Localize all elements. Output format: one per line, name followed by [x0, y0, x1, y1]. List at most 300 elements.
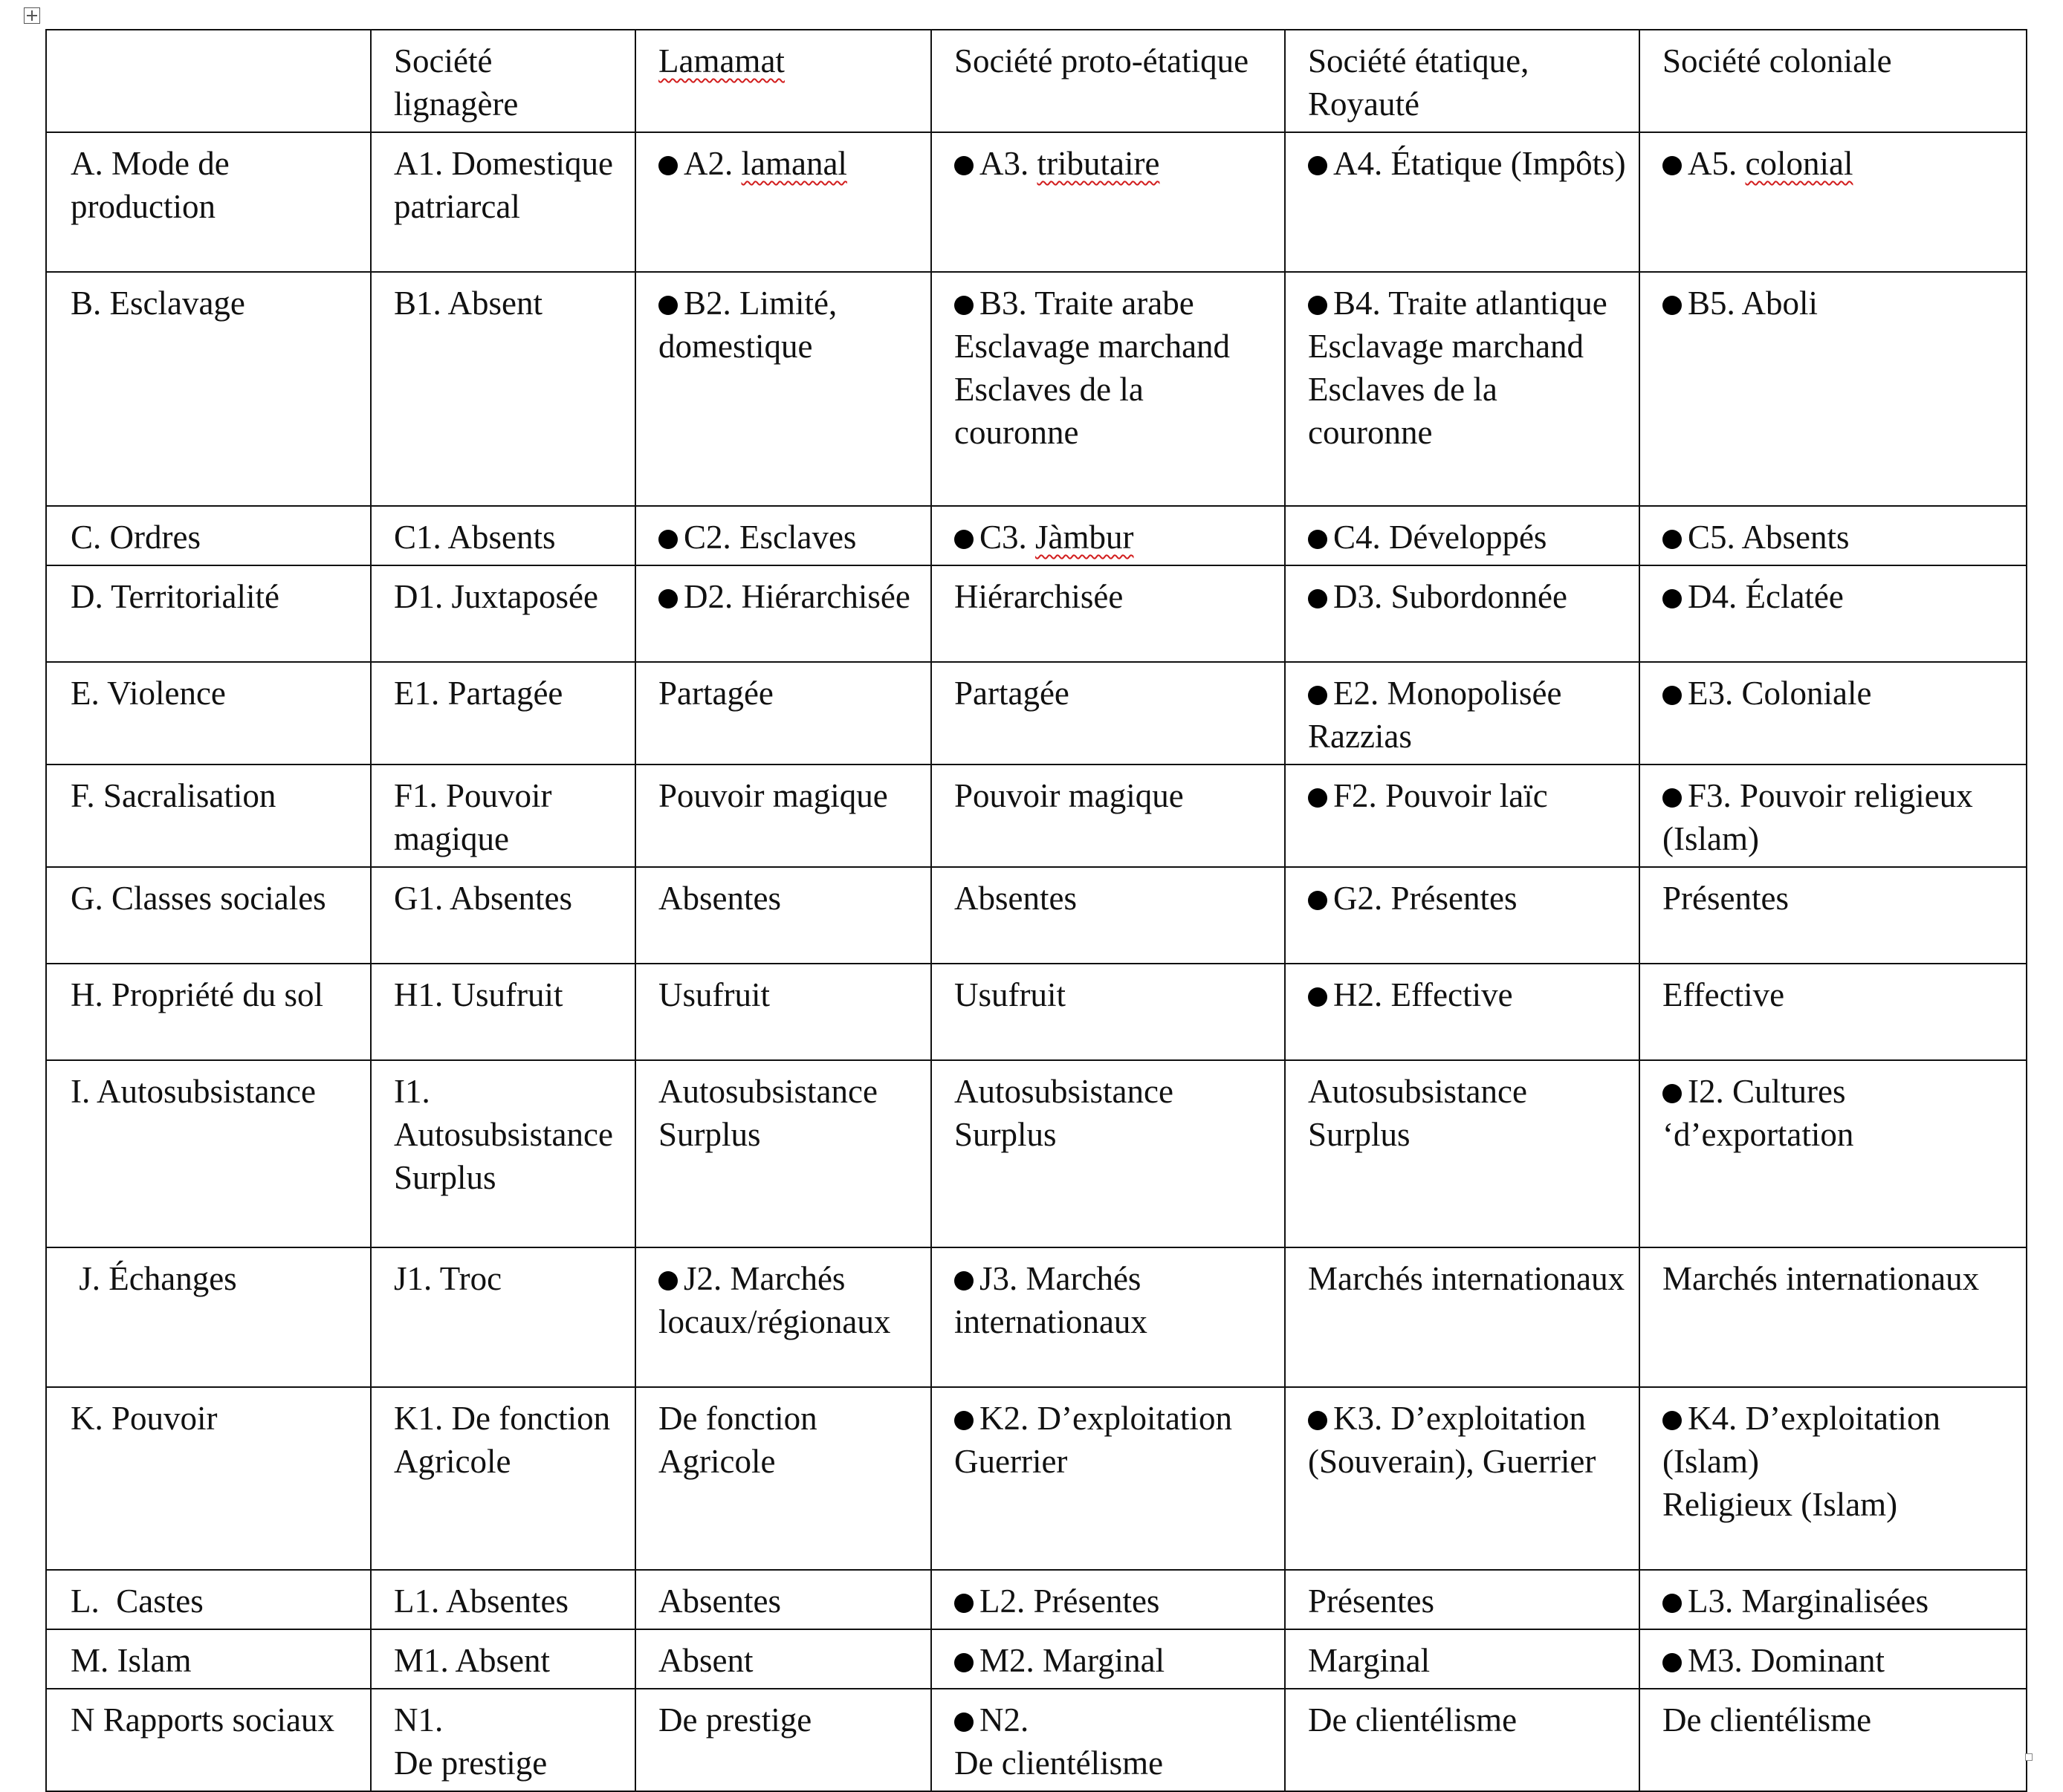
row-header-label: N Rapports sociaux [71, 1701, 334, 1739]
cell-text: Surplus [394, 1159, 496, 1196]
cell-text: Surplus [658, 1116, 761, 1153]
table-cell[interactable] [1285, 1689, 1639, 1791]
table-cell[interactable] [1639, 272, 2027, 506]
cell-text: D2. Hiérarchisée [684, 578, 910, 615]
table-cell[interactable] [1639, 662, 2027, 764]
row-header-label: H. Propriété du sol [71, 976, 323, 1013]
bullet-icon [954, 1271, 974, 1291]
table-cell[interactable] [931, 1060, 1285, 1247]
cell-text: Guerrier [954, 1443, 1068, 1480]
row-header[interactable] [46, 764, 371, 867]
cell-line [954, 1440, 1272, 1483]
table-cell[interactable] [1285, 662, 1639, 764]
table-cell[interactable] [1639, 1629, 2027, 1689]
cell-line [1662, 1698, 2014, 1741]
bullet-icon [954, 530, 974, 549]
cell-line [1308, 672, 1627, 715]
cell-text: Marchés internationaux [1662, 1260, 1980, 1297]
table-cell[interactable] [1285, 1387, 1639, 1570]
cell-text: L1. Absentes [394, 1582, 569, 1620]
row-header-label: D. Territorialité [71, 578, 279, 615]
cell-line [954, 368, 1272, 454]
cell-line [954, 672, 1272, 715]
cell-line [1308, 1397, 1627, 1483]
table-cell[interactable] [371, 1570, 635, 1629]
cell-text: Présentes [1308, 1582, 1434, 1620]
cell-line [1308, 325, 1627, 368]
cell-text: Hiérarchisée [954, 578, 1124, 615]
cell-line [954, 1070, 1272, 1113]
cell-line [394, 1639, 623, 1682]
cell-text: Effective [1662, 976, 1785, 1013]
cell-text: K2. D’exploitation [979, 1400, 1232, 1437]
cell-text: Usufruit [954, 976, 1066, 1013]
table-cell[interactable] [1639, 964, 2027, 1060]
cell-text: Absentes [658, 880, 781, 917]
cell-text: E3. Coloniale [1688, 675, 1872, 712]
corner-cell[interactable] [46, 30, 371, 132]
column-header-label: Lamamat [658, 42, 785, 79]
row-header[interactable] [46, 964, 371, 1060]
cell-line [394, 1698, 623, 1741]
table-cell[interactable] [371, 272, 635, 506]
row-header[interactable] [46, 1570, 371, 1629]
bullet-icon [954, 1411, 974, 1430]
cell-line [394, 1580, 623, 1623]
table-cell[interactable] [931, 867, 1285, 964]
table-cell[interactable] [635, 1247, 931, 1387]
cell-text: H1. Usufruit [394, 976, 563, 1013]
cell-text: Pouvoir magique [658, 777, 888, 814]
cell-text: Esclaves de la couronne [954, 371, 1144, 451]
bullet-icon [1308, 156, 1327, 175]
cell-text: De clientélisme [954, 1744, 1164, 1782]
table-cell[interactable] [1285, 1629, 1639, 1689]
cell-line [1662, 1070, 2014, 1156]
bullet-icon [1662, 1653, 1682, 1672]
cell-line [1308, 575, 1627, 618]
table-cell[interactable] [371, 764, 635, 867]
cell-text: Agricole [394, 1443, 511, 1480]
table-cell[interactable] [1639, 764, 2027, 867]
cell-text: B3. Traite arabe [979, 285, 1194, 322]
table-cell[interactable] [635, 565, 931, 662]
table-move-handle-icon[interactable] [24, 7, 40, 24]
table-cell[interactable] [371, 1060, 635, 1247]
cell-line [954, 973, 1272, 1016]
table-cell[interactable] [931, 565, 1285, 662]
cell-line [394, 1440, 623, 1483]
cell-line [1308, 774, 1627, 817]
table-cell[interactable] [1285, 1060, 1639, 1247]
table-cell[interactable] [635, 272, 931, 506]
row-header[interactable] [46, 1689, 371, 1791]
table-cell[interactable] [635, 506, 931, 565]
table-cell[interactable] [371, 565, 635, 662]
cell-text: N1. [394, 1701, 444, 1739]
cell-line: C3. Jàmbur [954, 516, 1272, 559]
cell-line [394, 973, 623, 1016]
cell-text: Partagée [954, 675, 1069, 712]
table-cell[interactable] [371, 1387, 635, 1570]
cell-line [658, 672, 919, 715]
cell-line [1662, 774, 2014, 860]
table-cell[interactable] [371, 964, 635, 1060]
cell-text: Pouvoir magique [954, 777, 1184, 814]
cell-line [954, 877, 1272, 920]
table-row [46, 272, 2027, 506]
cell-line [658, 877, 919, 920]
cell-line: A2. lamanal [658, 142, 919, 185]
cell-text: N2. [979, 1701, 1029, 1739]
cell-line [658, 1070, 919, 1113]
cell-line [954, 1741, 1272, 1785]
table-cell[interactable] [635, 1570, 931, 1629]
row-header-label: G. Classes sociales [71, 880, 326, 917]
spellcheck-flagged-word[interactable]: lamanal [741, 145, 847, 182]
table-cell[interactable] [1285, 867, 1639, 964]
table-cell[interactable] [1639, 132, 2027, 272]
column-header[interactable] [1639, 30, 2027, 132]
cell-text: Marginal [1308, 1642, 1431, 1679]
table-cell[interactable] [371, 1247, 635, 1387]
cell-line [394, 1156, 623, 1199]
table-cell[interactable] [931, 1570, 1285, 1629]
cell-line [1662, 516, 2014, 559]
spellcheck-flagged-word[interactable]: Jàmbur [1035, 519, 1134, 556]
bullet-icon [658, 156, 678, 175]
cell-line [394, 142, 623, 228]
cell-text: I1. Autosubsistance [394, 1073, 613, 1153]
table-cell[interactable] [635, 764, 931, 867]
cell-text: De clientélisme [1308, 1701, 1518, 1739]
table-row [46, 132, 2027, 272]
cell-text: C4. Développés [1333, 519, 1547, 556]
bullet-icon [954, 296, 974, 315]
bullet-icon [658, 589, 678, 608]
table-cell[interactable] [635, 964, 931, 1060]
table-cell[interactable] [931, 1629, 1285, 1689]
cell-text: Surplus [1308, 1116, 1411, 1153]
cell-text: I2. Cultures ‘d’exportation [1662, 1073, 1854, 1153]
bullet-icon [1662, 788, 1682, 808]
bullet-icon [1308, 589, 1327, 608]
cell-text: D1. Juxtaposée [394, 578, 598, 615]
table-cell[interactable] [1285, 964, 1639, 1060]
cell-text: L3. Marginalisées [1688, 1582, 1929, 1620]
cell-text: Autosubsistance [954, 1073, 1173, 1110]
table-cell[interactable] [371, 662, 635, 764]
cell-text: Autosubsistance [1308, 1073, 1527, 1110]
bullet-icon [1308, 1411, 1327, 1430]
cell-line [1308, 1113, 1627, 1156]
cell-line [394, 1397, 623, 1440]
cell-line [658, 1257, 919, 1343]
table-cell[interactable] [1639, 1689, 2027, 1791]
table-cell[interactable] [931, 1387, 1285, 1570]
table-cell[interactable] [1285, 132, 1639, 272]
table-cell[interactable] [1285, 506, 1639, 565]
cell-text: M2. Marginal [979, 1642, 1165, 1679]
table-cell[interactable] [931, 764, 1285, 867]
table-cell[interactable] [1285, 1570, 1639, 1629]
cell-text: C2. Esclaves [684, 519, 857, 556]
cell-text: B2. Limité, domestique [658, 285, 838, 365]
row-header[interactable] [46, 132, 371, 272]
cell-text: Autosubsistance [658, 1073, 878, 1110]
table-cell[interactable] [931, 1247, 1285, 1387]
cell-line [954, 1698, 1272, 1741]
column-header[interactable] [371, 30, 635, 132]
cell-line [954, 1113, 1272, 1156]
bullet-icon [1308, 296, 1327, 315]
row-header[interactable] [46, 662, 371, 764]
cell-line [1308, 282, 1627, 325]
cell-line [1308, 715, 1627, 758]
table-cell[interactable] [635, 1060, 931, 1247]
table-cell[interactable] [1639, 506, 2027, 565]
cell-line [394, 282, 623, 325]
cell-line [1308, 1257, 1627, 1300]
comparison-table [45, 29, 2027, 1792]
table-cell[interactable] [931, 662, 1285, 764]
bullet-icon [1308, 987, 1327, 1007]
cell-line [1308, 1070, 1627, 1113]
cell-line [1308, 877, 1627, 920]
cell-line [394, 774, 623, 860]
table-cell[interactable] [371, 867, 635, 964]
cell-line [954, 774, 1272, 817]
cell-line [954, 325, 1272, 368]
cell-text: Esclavage marchand [1308, 328, 1584, 365]
cell-line [1308, 1580, 1627, 1623]
cell-line [394, 1741, 623, 1785]
cell-text: D4. Éclatée [1688, 578, 1844, 615]
cell-line [1308, 1698, 1627, 1741]
table-cell[interactable] [1639, 1060, 2027, 1247]
cell-line [1308, 1639, 1627, 1682]
bullet-icon [1662, 530, 1682, 549]
table-cell[interactable] [1639, 565, 2027, 662]
table-resize-handle-icon[interactable] [2025, 1753, 2033, 1761]
row-header[interactable] [46, 867, 371, 964]
bullet-icon [1662, 589, 1682, 608]
table-cell[interactable] [371, 1689, 635, 1791]
cell-text: F1. Pouvoir magique [394, 777, 552, 857]
cell-line [658, 1580, 919, 1623]
table-cell[interactable] [931, 1689, 1285, 1791]
cell-line [954, 1639, 1272, 1682]
bullet-icon [954, 1653, 974, 1672]
cell-text: M1. Absent [394, 1642, 551, 1679]
cell-text: Présentes [1662, 880, 1789, 917]
cell-text: B4. Traite atlantique [1333, 285, 1607, 322]
bullet-icon [1308, 530, 1327, 549]
cell-text: Religieux (Islam) [1662, 1486, 1898, 1523]
row-header-label: K. Pouvoir [71, 1400, 218, 1437]
column-header[interactable] [635, 30, 931, 132]
cell-line [658, 516, 919, 559]
cell-text: B1. Absent [394, 285, 543, 322]
row-header[interactable] [46, 1060, 371, 1247]
cell-line [658, 774, 919, 817]
cell-text: De clientélisme [1662, 1701, 1872, 1739]
cell-line [1308, 142, 1627, 185]
cell-text: Surplus [954, 1116, 1057, 1153]
cell-text: De prestige [394, 1744, 548, 1782]
cell-line [658, 973, 919, 1016]
cell-line [954, 282, 1272, 325]
cell-text: J1. Troc [394, 1260, 502, 1297]
bullet-icon [954, 156, 974, 175]
table-cell[interactable] [931, 272, 1285, 506]
table-row [46, 1247, 2027, 1387]
row-header[interactable] [46, 1247, 371, 1387]
cell-line [394, 672, 623, 715]
cell-text: De prestige [658, 1701, 812, 1739]
table-cell[interactable] [635, 1629, 931, 1689]
row-header-label: L. Castes [71, 1582, 204, 1620]
row-header[interactable] [46, 1629, 371, 1689]
cell-text: H2. Effective [1333, 976, 1513, 1013]
table-row [46, 662, 2027, 764]
cell-line [1662, 282, 2014, 325]
cell-text: K1. De fonction [394, 1400, 611, 1437]
row-header-label: C. Ordres [71, 519, 201, 556]
row-header-label: F. Sacralisation [71, 777, 276, 814]
bullet-icon [658, 530, 678, 549]
cell-text: Absentes [954, 880, 1077, 917]
cell-text: A4. Étatique (Impôts) [1333, 145, 1626, 182]
bullet-icon [658, 1271, 678, 1291]
cell-text: D3. Subordonnée [1333, 578, 1567, 615]
table-cell[interactable] [635, 1689, 931, 1791]
row-header-label: A. Mode de production [71, 145, 238, 225]
table-cell[interactable] [1639, 1247, 2027, 1387]
table-cell[interactable] [371, 1629, 635, 1689]
table-cell[interactable] [1285, 1247, 1639, 1387]
bullet-icon [1662, 1411, 1682, 1430]
table-cell[interactable] [371, 132, 635, 272]
cell-text: Absentes [658, 1582, 781, 1620]
row-header[interactable] [46, 1387, 371, 1570]
column-header-label: Société proto-étatique [954, 42, 1249, 79]
cell-text: G1. Absentes [394, 880, 572, 917]
row-header[interactable] [46, 506, 371, 565]
cell-text: K4. D’exploitation (Islam) [1662, 1400, 1940, 1480]
cell-line [658, 1113, 919, 1156]
table-row [46, 867, 2027, 964]
cell-text: Razzias [1308, 718, 1412, 755]
row-header[interactable] [46, 565, 371, 662]
cell-line: A3. tributaire [954, 142, 1272, 185]
table-row [46, 1689, 2027, 1791]
bullet-icon [1308, 788, 1327, 808]
column-header-label: Société coloniale [1662, 42, 1892, 79]
cell-line [1308, 368, 1627, 454]
table-cell[interactable] [931, 506, 1285, 565]
table-row [46, 506, 2027, 565]
table-cell[interactable] [635, 1387, 931, 1570]
bullet-icon [1308, 686, 1327, 705]
cell-line [1662, 877, 2014, 920]
table-cell[interactable] [1639, 1570, 2027, 1629]
spellcheck-flagged-word[interactable]: colonial [1745, 145, 1853, 182]
table-cell[interactable] [371, 506, 635, 565]
cell-text: Esclaves de la couronne [1308, 371, 1497, 451]
table-cell[interactable] [1285, 272, 1639, 506]
bullet-icon [1662, 686, 1682, 705]
cell-line [394, 1257, 623, 1300]
cell-text: L2. Présentes [979, 1582, 1160, 1620]
cell-text: J3. Marchés internationaux [954, 1260, 1147, 1340]
spellcheck-flagged-word[interactable]: tributaire [1037, 145, 1160, 182]
cell-line [1662, 575, 2014, 618]
cell-line [658, 282, 919, 368]
bullet-icon [658, 296, 678, 315]
row-header[interactable] [46, 272, 371, 506]
table-row [46, 1387, 2027, 1570]
column-header[interactable] [1285, 30, 1639, 132]
cell-line [1662, 1580, 2014, 1623]
cell-line [394, 575, 623, 618]
cell-line [394, 1070, 623, 1156]
table-row [46, 1629, 2027, 1689]
cell-line [658, 1440, 919, 1483]
table-row [46, 764, 2027, 867]
bullet-icon [954, 1713, 974, 1732]
cell-text: C1. Absents [394, 519, 556, 556]
table-row [46, 1570, 2027, 1629]
row-header-label: E. Violence [71, 675, 226, 712]
row-header-label: B. Esclavage [71, 285, 245, 322]
bullet-icon [1308, 891, 1327, 910]
cell-line [954, 1580, 1272, 1623]
table-cell[interactable] [1285, 764, 1639, 867]
cell-text: K3. D’exploitation (Souverain), Guerrier [1308, 1400, 1596, 1480]
cell-text: E1. Partagée [394, 675, 563, 712]
cell-text: Esclavage marchand [954, 328, 1231, 365]
table-cell[interactable] [635, 132, 931, 272]
cell-text: A1. Domestique patriarcal [394, 145, 613, 225]
cell-text: Usufruit [658, 976, 770, 1013]
cell-line [394, 516, 623, 559]
row-header-label: J. Échanges [71, 1260, 237, 1297]
cell-line [954, 1257, 1272, 1343]
cell-line [954, 575, 1272, 618]
cell-line [658, 1698, 919, 1741]
cell-line [658, 575, 919, 618]
cell-line [1662, 1483, 2014, 1526]
cell-line: A5. colonial [1662, 142, 2014, 185]
table-cell[interactable] [635, 867, 931, 964]
bullet-icon [1662, 296, 1682, 315]
cell-line [1662, 1397, 2014, 1483]
table-cell[interactable] [1639, 867, 2027, 964]
column-header[interactable] [931, 30, 1285, 132]
table-cell[interactable] [931, 964, 1285, 1060]
column-header-label: Société lignagère [394, 42, 519, 123]
cell-line [658, 1397, 919, 1440]
cell-text: G2. Présentes [1333, 880, 1518, 917]
table-cell[interactable] [1639, 1387, 2027, 1570]
table-cell[interactable] [1285, 565, 1639, 662]
table-cell[interactable] [635, 662, 931, 764]
table-cell[interactable] [931, 132, 1285, 272]
table-row [46, 1060, 2027, 1247]
row-header-label: I. Autosubsistance [71, 1073, 316, 1110]
row-header-label: M. Islam [71, 1642, 192, 1679]
